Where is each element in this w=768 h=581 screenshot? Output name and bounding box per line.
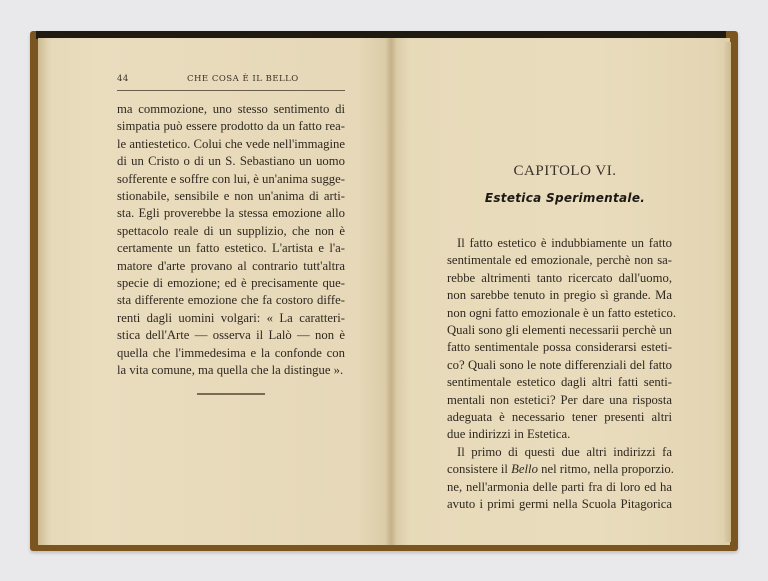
text-line: quella che l'immedesima e la confonde con xyxy=(117,345,345,360)
text-line: sentimentale estetico dagli altri fatti senti- xyxy=(447,375,672,390)
text-line: fatto sentimentale possa considerarsi esteti- xyxy=(447,340,672,355)
text-line: Quali sono gli elementi necessarii perchè un xyxy=(447,323,672,338)
text-line: adeguata è necessario tener presenti altri xyxy=(447,410,672,425)
text-line: stionabile, sensibile e non un'anima di arti- xyxy=(117,189,345,204)
text-line: matore d'arte provano al contrario tutt'altra xyxy=(117,258,345,273)
text-fragment: consistere il xyxy=(447,462,512,477)
text-line: sentimentale ed emozionale, perchè non sa- xyxy=(447,253,672,268)
text-line: sta. Egli proverebbe la stessa emozione allo xyxy=(117,206,345,221)
running-head-title: CHE COSA È IL BELLO xyxy=(187,74,299,84)
text-line xyxy=(447,461,672,478)
right-page-text xyxy=(447,235,677,514)
italic-term: Bello xyxy=(511,462,538,477)
header-rule xyxy=(117,90,345,91)
left-page-text xyxy=(117,101,345,380)
text-line: specie di emozione; ed è precisamente que- xyxy=(117,276,345,291)
text-fragment: nel ritmo, nella proporzio. xyxy=(537,462,674,477)
book-gutter xyxy=(386,38,396,545)
text-line: mentali non estetici? Per dare una risposta xyxy=(447,392,672,407)
right-page-stack-edge xyxy=(722,42,731,542)
section-end-rule xyxy=(197,393,265,395)
text-line: di un Cristo o di un S. Sebastiano un uomo xyxy=(117,154,345,169)
text-line: spettacolo reale di un supplizio, che non è xyxy=(117,223,345,238)
text-line: sta differente emozione che fa costoro diffe- xyxy=(117,293,345,308)
text-line: la vita comune, ma quella che la distingue ». xyxy=(117,363,344,378)
text-line: certamente un fatto estetico. L'artista e l'a- xyxy=(117,241,345,256)
text-line: avuto i primi germi nella Scuola Pitagorica xyxy=(447,497,672,512)
text-line: Il primo di questi due altri indirizzi fa xyxy=(457,444,672,459)
text-line: co? Quali sono le note differenziali del fatto xyxy=(447,357,672,372)
text-line: renti dagli uomini volgari: « La caratteri- xyxy=(117,310,345,325)
text-line: rebbe altrimenti tanto ricercato dall'uomo, xyxy=(447,270,672,285)
text-line: le antiestetico. Colui che vede nell'immagine xyxy=(117,136,345,151)
text-line: stica dell'Arte — osserva il Lalò — non è xyxy=(117,328,345,343)
text-line: non ogni fatto emozionale è un fatto estetico. xyxy=(447,305,677,320)
chapter-title: Estetica Sperimentale. xyxy=(484,191,646,205)
page-number: 44 xyxy=(117,74,129,84)
text-line: non sarebbe tenuto in pregio sì grande. Ma xyxy=(447,288,672,303)
running-head xyxy=(117,74,345,84)
left-page-stack-edge xyxy=(38,38,48,545)
text-line: Il fatto estetico è indubbiamente un fatto xyxy=(457,236,672,250)
chapter-heading: CAPITOLO VI. xyxy=(513,163,617,179)
text-line: ma commozione, uno stesso sentimento di xyxy=(117,102,345,116)
text-line: simpatia può essere prodotto da un fatto rea- xyxy=(117,119,345,134)
text-line: due indirizzi in Estetica. xyxy=(447,427,571,442)
text-line: sofferente e soffre con lui, è un'anima sugge- xyxy=(117,171,345,186)
text-line: ne, nell'armonia delle parti fra di loro ed ha xyxy=(447,479,672,494)
